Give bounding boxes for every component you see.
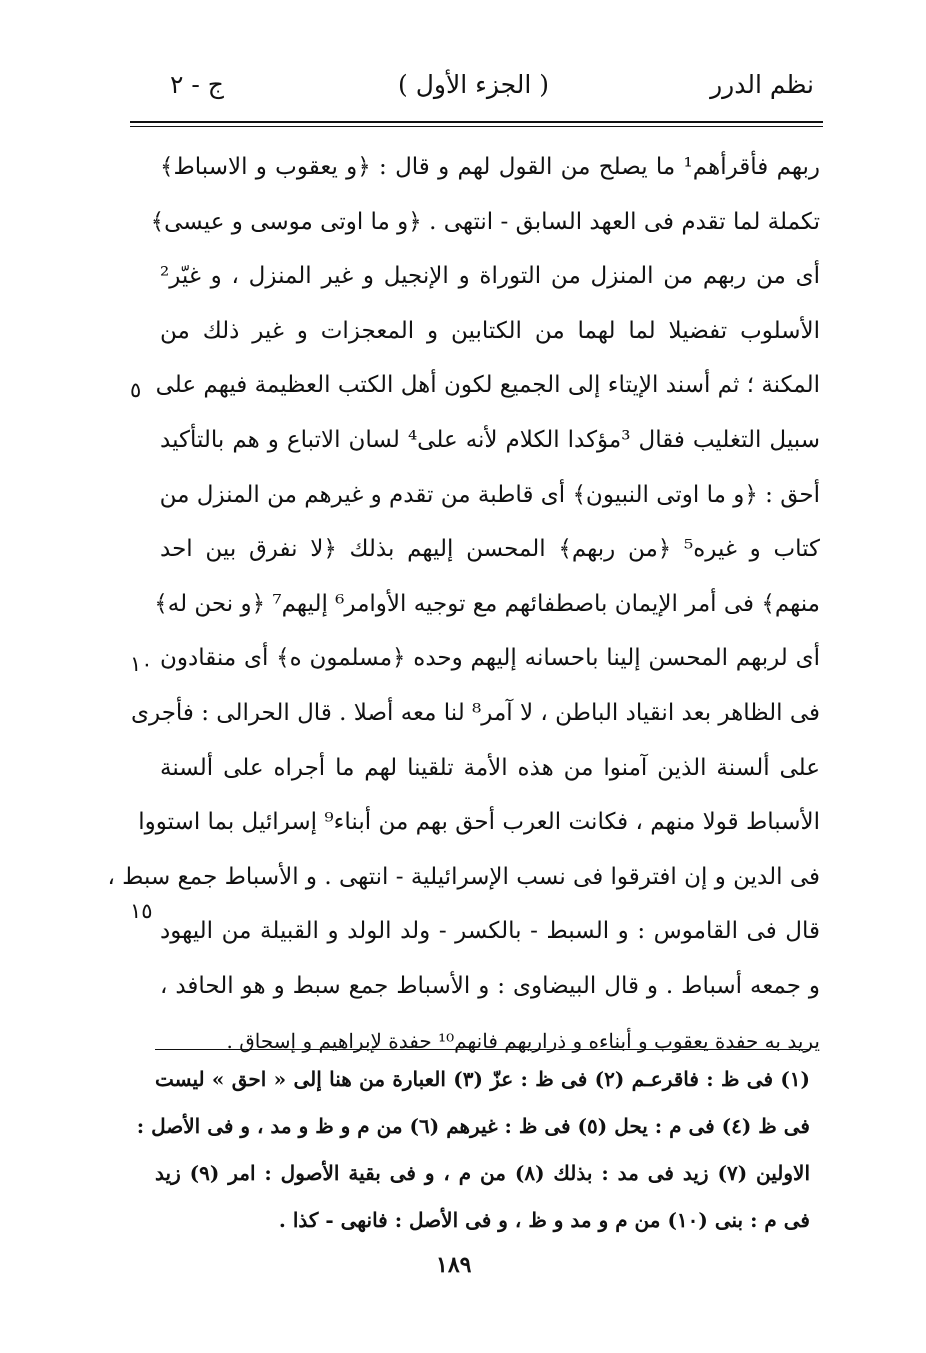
footnote-rule (155, 1049, 810, 1050)
text-line: أى من ربهم من المنزل من التوراة و الإنجيل و غير المنزل ، و غيّر² (160, 263, 820, 290)
text-line: يريد به حفدة يعقوب و أبناءه و ذراريهم فانهم¹⁰ حفدة لإبراهيم و إسحاق . (226, 1028, 820, 1053)
line-number-10: ١٠ (130, 652, 153, 676)
page-number: ١٨٩ (436, 1252, 472, 1278)
text-line: فى الظاهر بعد انقياد الباطن ، لا آمر⁸ لنا معه أصلا . قال الحرالى : فأجرى (131, 699, 820, 726)
text-line: على ألسنة الذين آمنوا من هذه الأمة تلقينا لهم ما أجراه على ألسنة (160, 754, 820, 781)
footnote-line: الاولين (٧) زيد فى مد : بذلك (٨) من م ، و فى بقية الأصول : امر (٩) زيد (155, 1161, 811, 1185)
footnote-line: فى ظ (٤) فى م : يحل (٥) فى ظ : غيرهم (٦) من م و ظ و مد ، و فى الأصل : (136, 1114, 810, 1138)
text-line: المكنة ؛ ثم أسند الإيتاء إلى الجميع لكون أهل الكتب العظيمة فيهم على (155, 372, 820, 399)
text-line: أحق : ﴿و ما اوتى النبيون﴾ أى قاطبة من تقدم و غيرهم من المنزل من (159, 481, 820, 508)
header-rule-thin (130, 126, 823, 127)
line-number-15: ١٥ (130, 899, 153, 923)
footnote-line: (١) فى ظ : فاقرعـم (٢) فى ظ : عزّ (٣) العبارة من هنا إلى « احق » ليست (155, 1067, 811, 1091)
text-line: ربهم فأقرأهم¹ ما يصلح من القول لهم و قال : ﴿و يعقوب و الاسباط﴾ (160, 154, 820, 180)
text-line: الأسباط قولا منهم ، فكانت العرب أحق بهم من أبناء⁹ إسرائيل بما استووا (138, 809, 820, 836)
part-label: ( الجزء الأول ) (398, 70, 550, 99)
text-line: منهم﴾ فى أمر الإيمان باصطفائهم مع توجيه الأوامر⁶ إليهم⁷ ﴿و نحن له﴾ (154, 590, 820, 617)
text-line: الأسلوب تفضيلا لما لهما من الكتابين و المعجزات و غير ذلك من (160, 317, 820, 344)
header-rule-thick (130, 121, 823, 123)
text-line: سبيل التغليب فقال ³مؤكدا الكلام لأنه على⁴ لسان الاتباع و هم بالتأكيد (160, 426, 821, 453)
footnote-line: فى م : بنى (١٠) من م و مد و ظ ، و فى الأصل : فانهى - كذا . (278, 1208, 810, 1232)
text-line: كتاب و غيره⁵ ﴿من ربهم﴾ المحسن إليهم بذلك ﴿لا نفرق بين احد (160, 536, 820, 563)
text-line: فى الدين و إن افترقوا فى نسب الإسرائيلية - انتهى . و الأسباط جمع سبط ، (107, 863, 820, 890)
running-title: نظم الدرر (710, 70, 814, 99)
text-line: قال فى القاموس : و السبط - بالكسر - ولد الولد و القبيلة من اليهود (160, 918, 820, 945)
line-number-5: ٥ (130, 378, 142, 402)
footnotes (136, 1056, 811, 1244)
text-line: و جمعه أسباط . و قال البيضاوى : و الأسباط جمع سبط و هو الحافد ، (160, 972, 820, 999)
volume-label: ج - ٢ (170, 70, 224, 99)
text-line: أى لربهم المحسن إلينا باحسانه إليهم وحده ﴿مسلمون ه﴾ أى منقادون (160, 645, 820, 672)
text-line: تكملة لما تقدم فى العهد السابق - انتهى . ﴿و ما اوتى موسى و عيسى﴾ (150, 208, 820, 235)
